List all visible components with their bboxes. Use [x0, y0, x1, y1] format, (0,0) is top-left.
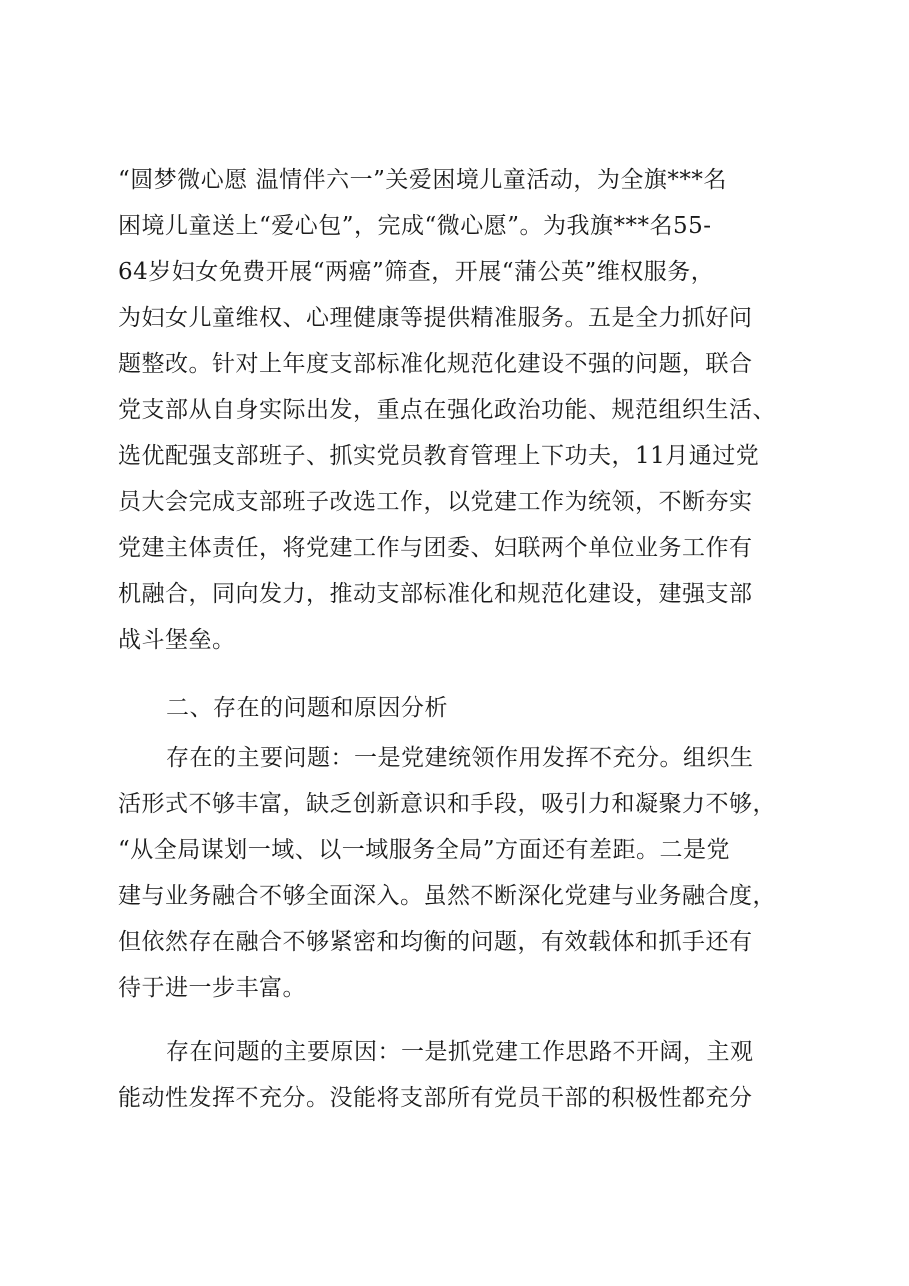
text-line: 题整改。针对上年度支部标准化规范化建设不强的问题，联合	[118, 351, 753, 377]
text-line: 党建主体责任，将党建工作与团委、妇联两个单位业务工作有	[118, 535, 753, 561]
text-line: “圆梦微心愿 温情伴六一”关爱困境儿童活动，为全旗***名	[118, 167, 727, 193]
section-heading: 二、存在的问题和原因分析	[166, 695, 448, 721]
text-line: 选优配强支部班子、抓实党员教育管理上下功夫，11月通过党	[118, 443, 760, 469]
text-line: 员大会完成支部班子改选工作，以党建工作为统领，不断夯实	[118, 489, 753, 515]
text-line: 能动性发挥不充分。没能将支部所有党员干部的积极性都充分	[118, 1085, 753, 1111]
text-line: 但依然存在融合不够紧密和均衡的问题，有效载体和抓手还有	[118, 929, 753, 955]
paragraph-first-line: 存在的主要问题：一是党建统领作用发挥不充分。组织生	[166, 745, 754, 771]
text-line: 活形式不够丰富，缺乏创新意识和手段，吸引力和凝聚力不够，	[118, 791, 776, 817]
text-line: 机融合，同向发力，推动支部标准化和规范化建设，建强支部	[118, 581, 753, 607]
text-line: 建与业务融合不够全面深入。虽然不断深化党建与业务融合度，	[118, 883, 776, 909]
text-line: 战斗堡垒。	[118, 627, 236, 653]
text-line: 为妇女儿童维权、心理健康等提供精准服务。五是全力抓好问	[118, 305, 753, 331]
text-line: 待于进一步丰富。	[118, 975, 306, 1001]
text-line: 党支部从自身实际出发，重点在强化政治功能、规范组织生活、	[118, 397, 776, 423]
text-line: “从全局谋划一域、以一域服务全局”方面还有差距。二是党	[118, 837, 731, 863]
text-line: 困境儿童送上“爱心包”，完成“微心愿”。为我旗***名55-	[118, 213, 712, 239]
text-line: 64岁妇女免费开展“两癌”筛查，开展“蒲公英”维权服务，	[118, 259, 715, 285]
paragraph-first-line: 存在问题的主要原因：一是抓党建工作思路不开阔，主观	[166, 1039, 754, 1065]
